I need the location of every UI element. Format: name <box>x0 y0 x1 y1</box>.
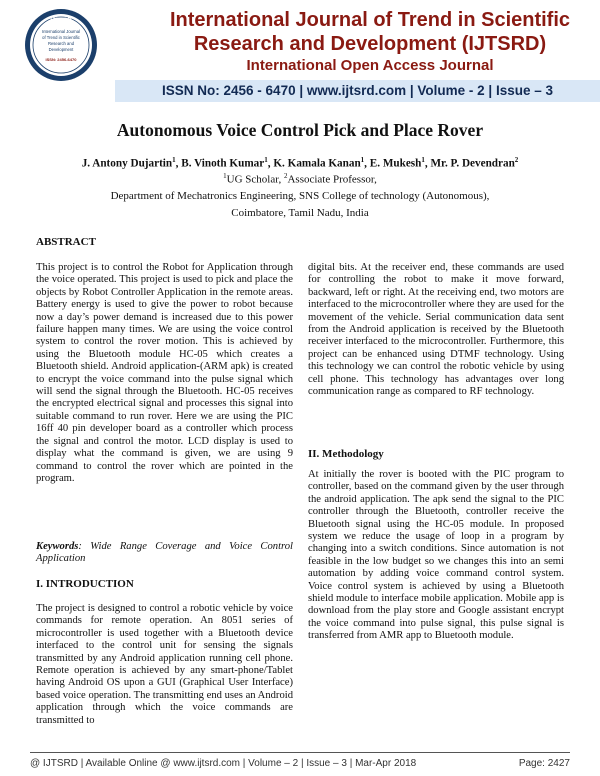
affiliation-roles: $^1$UG Scholar, $^2$Associate Professor, <box>223 172 377 186</box>
abstract-text: This project is to control the Robot for Application through the voice operated. This project is used to pick and place the objects by Robot Controller Application in the remote areas. Battery energy is used to give the power to robot because now a day’s power demand is increased due to this power failure happen many times. We are using the voice control system to control the rover motion. This is achieved by using the Bluetooth module HC-05 which creates a Bluetooth shield. Android application-(ARM apk) is created to encrypt the voice command into the pulse signal which will send the signal through the Bluetooth. HC-05 receives the encrypted electrical signal and processes this signal into suitable command to run rover. Here we are using the PIC 16ff 40 pin developer board as a controller which process the signal and control the motor. LCD display is used to display what the command is given, we are using 9 command to control the rover which are pointed in the program. <box>36 262 293 484</box>
journal-title <box>160 8 580 56</box>
introduction-heading: I. INTRODUCTION <box>36 578 134 590</box>
paper-title: Autonomous Voice Control Pick and Place Rover <box>116 120 484 140</box>
introduction-text: The project is designed to control a robotic vehicle by voice commands for remote operation. An 8051 series of microcontroller is used together with a Bluetooth device interfaced to the control unit for sensing the signals transmitted by any Android application running cell phone. Remote operation is achieved by any smart-phone/Tablet having Android OS upon a GUI (Graphical User Interface) based voice operation. The transmitting end uses an Android application through which the voice commands are transmitted to <box>36 603 293 726</box>
footer-citation: @ IJTSRD | Available Online @ www.ijtsrd.com | Volume – 2 | Issue – 3 | Mar-Apr 2018 <box>30 758 417 769</box>
affiliation-location: Coimbatore, Tamil Nadu, India <box>231 207 369 219</box>
journal-logo <box>24 8 98 82</box>
issn-bar: ISSN No: 2456 - 6470 | www.ijtsrd.com | Volume - 2 | Issue – 3 <box>115 80 600 102</box>
right-paragraph-1: digital bits. At the receiver end, these commands are used for controlling the robot to make it move forward, backward, left or right. At the receiving end, two motors are interfaced to the microcontroller where they are used for the movement of the vehicle. Serial communication data sent from the Android application is received by the Bluetooth receiver interfaced to the microcontroller. Furthermore, this project can be enhanced using DTMF technology. Using this technology we can control the robotic vehicle by using cell phone. This technology has advantages over long communication range as compared to RF technology. <box>308 262 564 398</box>
author-5: Mr. P. Devendran <box>430 157 515 170</box>
logo-line-1: International Journal <box>42 29 80 34</box>
author-4: E. Mukesh <box>369 157 422 170</box>
author-3: K. Kamala Kanan <box>273 157 361 170</box>
footer-divider <box>30 752 570 753</box>
author-2: B. Vinoth Kumar <box>181 157 265 170</box>
author-1: J. Antony Dujartin <box>81 157 173 170</box>
methodology-text: At initially the rover is booted with the PIC program to controller, based on the command given by the user through the android application. The apk send the signal to the PIC controller through the Bluetooth, controller receive the Bluetooth signal using the HC-05 module. In proposed system we reduce the usage of loop in a program by changing into a switch conditions. Since automation is not feasible in the low budget so we changes this into an semi automation by adding voice command control system. Voice control system is achieved by using a Bluetooth shield module to interface mobile application. Mobile app is download from the play store and Google assistant encrypt the voice command into pulse signal, this pulse signal is transferred from AMR app to Bluetooth module. <box>308 469 564 642</box>
methodology-heading: II. Methodology <box>308 448 384 460</box>
journal-title-line-1: International Journal of Trend in Scientific <box>169 9 571 31</box>
logo-line-2: of Trend in Scientific <box>42 35 80 40</box>
logo-issn: ISSN: 2456-6470 <box>45 57 77 62</box>
logo-line-3: Research and <box>47 41 75 46</box>
open-access-label: International Open Access Journal <box>246 57 494 74</box>
logo-top-text: IJTSRD <box>50 18 72 24</box>
journal-header <box>0 0 600 112</box>
journal-title-line-2: Research and Development (IJTSRD) <box>193 33 547 55</box>
logo-line-4: Development <box>48 47 74 52</box>
abstract-heading: ABSTRACT <box>36 236 96 248</box>
affiliation-department: Department of Mechatronics Engineering, SNS College of technology (Autonomous), <box>110 190 490 202</box>
page-number: Page: 2427 <box>518 758 570 769</box>
keywords: Keywords: Wide Range Coverage and Voice Control Application <box>36 541 293 565</box>
author-list: J. Antony Dujartin$^1$, B. Vinoth Kumar$^1$, K. Kamala Kanan$^1$, E. Mukesh$^1$, Mr. P. Devendran$^2$ <box>81 156 519 170</box>
